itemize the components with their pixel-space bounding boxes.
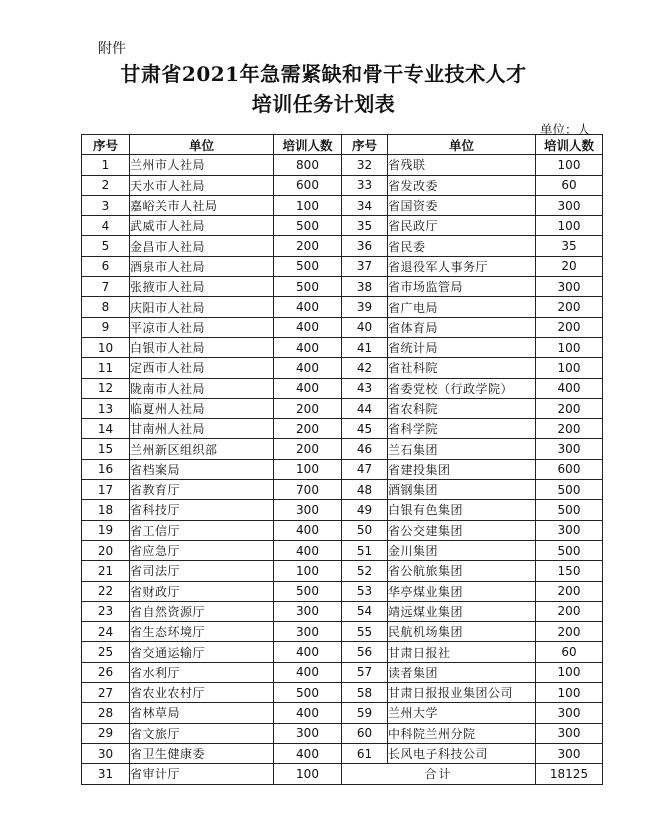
row-unit-left: 省教育厅 xyxy=(130,480,274,500)
row-unit-left: 省卫生健康委 xyxy=(130,743,274,763)
row-no-right: 32 xyxy=(342,155,388,175)
row-no-right: 54 xyxy=(342,601,388,621)
col-header-no-right: 序号 xyxy=(342,135,388,155)
row-no-left: 3 xyxy=(82,195,130,215)
row-count-left: 500 xyxy=(274,581,342,601)
row-no-left: 4 xyxy=(82,216,130,236)
row-unit-right: 省公航旅集团 xyxy=(388,561,536,581)
row-count-left: 200 xyxy=(274,439,342,459)
row-count-right: 400 xyxy=(536,378,603,398)
col-header-count-right: 培训人数 xyxy=(536,135,603,155)
row-count-left: 400 xyxy=(274,642,342,662)
table-row xyxy=(82,155,603,175)
row-no-left: 11 xyxy=(82,358,130,378)
row-unit-right: 省统计局 xyxy=(388,337,536,357)
row-no-left: 30 xyxy=(82,743,130,763)
row-count-right: 100 xyxy=(536,662,603,682)
row-unit-right: 省退役军人事务厅 xyxy=(388,256,536,276)
row-no-right: 61 xyxy=(342,743,388,763)
row-count-right: 100 xyxy=(536,216,603,236)
table-row xyxy=(82,683,603,703)
row-unit-left: 省财政厅 xyxy=(130,581,274,601)
row-unit-left: 省水利厅 xyxy=(130,662,274,682)
table-row xyxy=(82,743,603,763)
row-unit-right: 省广电局 xyxy=(388,297,536,317)
row-no-left: 20 xyxy=(82,540,130,560)
row-unit-left: 庆阳市人社局 xyxy=(130,297,274,317)
row-unit-right: 白银有色集团 xyxy=(388,500,536,520)
row-unit-left: 白银市人社局 xyxy=(130,337,274,357)
table-row xyxy=(82,398,603,418)
row-count-right: 150 xyxy=(536,561,603,581)
row-count-left: 400 xyxy=(274,378,342,398)
row-count-left: 400 xyxy=(274,297,342,317)
row-no-right: 36 xyxy=(342,236,388,256)
table-row-last xyxy=(82,764,603,784)
row-no-right: 47 xyxy=(342,459,388,479)
table-row xyxy=(82,439,603,459)
table-row xyxy=(82,723,603,743)
row-count-left: 300 xyxy=(274,601,342,621)
table-row xyxy=(82,378,603,398)
total-value: 18125 xyxy=(536,764,603,784)
row-unit-right: 省建投集团 xyxy=(388,459,536,479)
row-no-left: 5 xyxy=(82,236,130,256)
table-row xyxy=(82,642,603,662)
row-unit-right: 省科学院 xyxy=(388,419,536,439)
row-count-right: 300 xyxy=(536,439,603,459)
row-unit-left: 武威市人社局 xyxy=(130,216,274,236)
row-unit-left: 省工信厅 xyxy=(130,520,274,540)
row-count-right: 200 xyxy=(536,297,603,317)
unit-note: 单位：人 xyxy=(540,122,591,137)
row-count-left: 200 xyxy=(274,236,342,256)
row-count-left: 400 xyxy=(274,358,342,378)
row-no-left: 26 xyxy=(82,662,130,682)
row-no-left: 24 xyxy=(82,622,130,642)
table-header-row xyxy=(82,135,603,155)
row-count-right: 35 xyxy=(536,236,603,256)
table-row xyxy=(82,256,603,276)
row-count-left: 400 xyxy=(274,520,342,540)
row-unit-left: 省审计厅 xyxy=(130,764,274,784)
row-no-left: 28 xyxy=(82,703,130,723)
row-no-right: 43 xyxy=(342,378,388,398)
row-unit-right: 省国资委 xyxy=(388,195,536,215)
row-unit-right: 省发改委 xyxy=(388,175,536,195)
row-count-right: 300 xyxy=(536,520,603,540)
page-title-line1: 甘肃省2021年急需紧缺和骨干专业技术人才 xyxy=(120,62,527,86)
row-count-left: 400 xyxy=(274,337,342,357)
row-unit-right: 甘肃日报报业集团公司 xyxy=(388,683,536,703)
table-row xyxy=(82,662,603,682)
row-unit-left: 省农业农村厅 xyxy=(130,683,274,703)
page-title-line2: 培训任务计划表 xyxy=(251,92,396,116)
row-no-left: 9 xyxy=(82,317,130,337)
row-count-left: 500 xyxy=(274,216,342,236)
row-count-right: 300 xyxy=(536,195,603,215)
row-no-left: 17 xyxy=(82,480,130,500)
row-unit-left: 张掖市人社局 xyxy=(130,277,274,297)
table-row xyxy=(82,581,603,601)
row-count-left: 100 xyxy=(274,195,342,215)
row-unit-right: 华亭煤业集团 xyxy=(388,581,536,601)
row-no-left: 21 xyxy=(82,561,130,581)
row-unit-left: 甘南州人社局 xyxy=(130,419,274,439)
row-unit-right: 省农科院 xyxy=(388,398,536,418)
row-unit-right: 省民委 xyxy=(388,236,536,256)
table-row xyxy=(82,459,603,479)
row-no-right: 48 xyxy=(342,480,388,500)
table-row xyxy=(82,317,603,337)
row-count-left: 200 xyxy=(274,419,342,439)
row-no-right: 53 xyxy=(342,581,388,601)
row-unit-left: 兰州市人社局 xyxy=(130,155,274,175)
col-header-count-left: 培训人数 xyxy=(274,135,342,155)
row-unit-left: 天水市人社局 xyxy=(130,175,274,195)
row-unit-right: 兰石集团 xyxy=(388,439,536,459)
row-unit-left: 省科技厅 xyxy=(130,500,274,520)
attachment-label: 附件 xyxy=(98,41,126,57)
row-no-left: 29 xyxy=(82,723,130,743)
row-unit-right: 读者集团 xyxy=(388,662,536,682)
row-count-right: 100 xyxy=(536,155,603,175)
row-count-right: 300 xyxy=(536,703,603,723)
row-no-left: 31 xyxy=(82,764,130,784)
row-count-right: 200 xyxy=(536,317,603,337)
row-no-left: 18 xyxy=(82,500,130,520)
col-header-unit-right: 单位 xyxy=(388,135,536,155)
training-plan-table xyxy=(81,134,603,785)
row-count-left: 400 xyxy=(274,317,342,337)
row-unit-left: 省林草局 xyxy=(130,703,274,723)
row-count-right: 60 xyxy=(536,642,603,662)
row-no-right: 60 xyxy=(342,723,388,743)
row-no-left: 27 xyxy=(82,683,130,703)
table-row xyxy=(82,236,603,256)
row-unit-left: 金昌市人社局 xyxy=(130,236,274,256)
row-count-left: 500 xyxy=(274,683,342,703)
row-no-left: 22 xyxy=(82,581,130,601)
row-unit-left: 省档案局 xyxy=(130,459,274,479)
row-count-left: 300 xyxy=(274,622,342,642)
row-no-left: 16 xyxy=(82,459,130,479)
row-no-left: 1 xyxy=(82,155,130,175)
row-count-right: 200 xyxy=(536,398,603,418)
row-no-left: 7 xyxy=(82,277,130,297)
row-no-left: 2 xyxy=(82,175,130,195)
row-unit-right: 民航机场集团 xyxy=(388,622,536,642)
row-count-right: 60 xyxy=(536,175,603,195)
row-unit-right: 靖远煤业集团 xyxy=(388,601,536,621)
table-row xyxy=(82,601,603,621)
row-count-left: 700 xyxy=(274,480,342,500)
row-no-left: 23 xyxy=(82,601,130,621)
row-count-right: 20 xyxy=(536,256,603,276)
table-row xyxy=(82,500,603,520)
row-unit-right: 省社科院 xyxy=(388,358,536,378)
row-count-left: 500 xyxy=(274,256,342,276)
table-row xyxy=(82,216,603,236)
row-no-left: 19 xyxy=(82,520,130,540)
row-no-right: 59 xyxy=(342,703,388,723)
table-row xyxy=(82,277,603,297)
row-unit-left: 酒泉市人社局 xyxy=(130,256,274,276)
row-count-right: 300 xyxy=(536,743,603,763)
row-no-right: 38 xyxy=(342,277,388,297)
row-unit-right: 省公交建集团 xyxy=(388,520,536,540)
row-no-left: 15 xyxy=(82,439,130,459)
row-unit-right: 甘肃日报社 xyxy=(388,642,536,662)
table-row xyxy=(82,337,603,357)
row-count-right: 200 xyxy=(536,601,603,621)
row-no-right: 34 xyxy=(342,195,388,215)
table-row xyxy=(82,561,603,581)
row-no-right: 50 xyxy=(342,520,388,540)
row-unit-right: 省委党校（行政学院） xyxy=(388,378,536,398)
row-no-left: 8 xyxy=(82,297,130,317)
row-count-left: 400 xyxy=(274,703,342,723)
row-unit-left: 省司法厅 xyxy=(130,561,274,581)
row-count-left: 800 xyxy=(274,155,342,175)
table-row xyxy=(82,703,603,723)
table-row xyxy=(82,520,603,540)
row-count-right: 200 xyxy=(536,622,603,642)
row-unit-right: 中科院兰州分院 xyxy=(388,723,536,743)
row-no-right: 57 xyxy=(342,662,388,682)
row-no-right: 56 xyxy=(342,642,388,662)
row-unit-left: 陇南市人社局 xyxy=(130,378,274,398)
row-count-right: 100 xyxy=(536,337,603,357)
table-row xyxy=(82,622,603,642)
row-count-right: 300 xyxy=(536,277,603,297)
table-row xyxy=(82,419,603,439)
row-no-right: 51 xyxy=(342,540,388,560)
row-count-left: 400 xyxy=(274,540,342,560)
row-count-right: 100 xyxy=(536,358,603,378)
row-no-right: 45 xyxy=(342,419,388,439)
table-row xyxy=(82,358,603,378)
row-no-right: 49 xyxy=(342,500,388,520)
col-header-no-left: 序号 xyxy=(82,135,130,155)
row-unit-right: 金川集团 xyxy=(388,540,536,560)
row-no-left: 6 xyxy=(82,256,130,276)
row-unit-right: 长风电子科技公司 xyxy=(388,743,536,763)
row-no-right: 44 xyxy=(342,398,388,418)
row-no-left: 13 xyxy=(82,398,130,418)
row-count-left: 100 xyxy=(274,764,342,784)
row-no-right: 40 xyxy=(342,317,388,337)
row-unit-left: 定西市人社局 xyxy=(130,358,274,378)
row-count-right: 100 xyxy=(536,683,603,703)
table-row xyxy=(82,297,603,317)
row-unit-left: 省生态环境厅 xyxy=(130,622,274,642)
row-unit-left: 省应急厅 xyxy=(130,540,274,560)
row-no-right: 55 xyxy=(342,622,388,642)
row-no-left: 12 xyxy=(82,378,130,398)
row-no-right: 33 xyxy=(342,175,388,195)
col-header-unit-left: 单位 xyxy=(130,135,274,155)
row-unit-right: 省体育局 xyxy=(388,317,536,337)
row-count-left: 600 xyxy=(274,175,342,195)
row-count-left: 300 xyxy=(274,500,342,520)
row-count-right: 200 xyxy=(536,581,603,601)
row-unit-left: 临夏州人社局 xyxy=(130,398,274,418)
row-no-right: 42 xyxy=(342,358,388,378)
row-unit-right: 省市场监管局 xyxy=(388,277,536,297)
row-unit-right: 省民政厅 xyxy=(388,216,536,236)
row-no-left: 10 xyxy=(82,337,130,357)
table-row xyxy=(82,175,603,195)
row-no-right: 39 xyxy=(342,297,388,317)
row-no-right: 37 xyxy=(342,256,388,276)
row-count-left: 400 xyxy=(274,662,342,682)
table-row xyxy=(82,540,603,560)
row-count-right: 200 xyxy=(536,419,603,439)
row-count-left: 200 xyxy=(274,398,342,418)
row-unit-left: 嘉峪关市人社局 xyxy=(130,195,274,215)
table-row xyxy=(82,195,603,215)
row-no-right: 46 xyxy=(342,439,388,459)
row-unit-right: 酒钢集团 xyxy=(388,480,536,500)
total-label: 合计 xyxy=(342,764,536,784)
row-no-left: 14 xyxy=(82,419,130,439)
row-count-left: 100 xyxy=(274,459,342,479)
row-no-right: 58 xyxy=(342,683,388,703)
row-unit-left: 省自然资源厅 xyxy=(130,601,274,621)
row-no-left: 25 xyxy=(82,642,130,662)
row-unit-left: 平凉市人社局 xyxy=(130,317,274,337)
row-no-right: 41 xyxy=(342,337,388,357)
row-unit-right: 兰州大学 xyxy=(388,703,536,723)
row-unit-left: 省文旅厅 xyxy=(130,723,274,743)
row-count-right: 500 xyxy=(536,540,603,560)
row-no-right: 35 xyxy=(342,216,388,236)
row-count-left: 500 xyxy=(274,277,342,297)
table-body xyxy=(82,155,603,784)
row-count-right: 500 xyxy=(536,500,603,520)
row-count-right: 600 xyxy=(536,459,603,479)
row-unit-right: 省残联 xyxy=(388,155,536,175)
row-unit-left: 省交通运输厅 xyxy=(130,642,274,662)
row-count-left: 300 xyxy=(274,723,342,743)
row-count-left: 100 xyxy=(274,561,342,581)
row-count-right: 300 xyxy=(536,723,603,743)
row-count-left: 400 xyxy=(274,743,342,763)
row-unit-left: 兰州新区组织部 xyxy=(130,439,274,459)
row-count-right: 500 xyxy=(536,480,603,500)
row-no-right: 52 xyxy=(342,561,388,581)
table-row xyxy=(82,480,603,500)
